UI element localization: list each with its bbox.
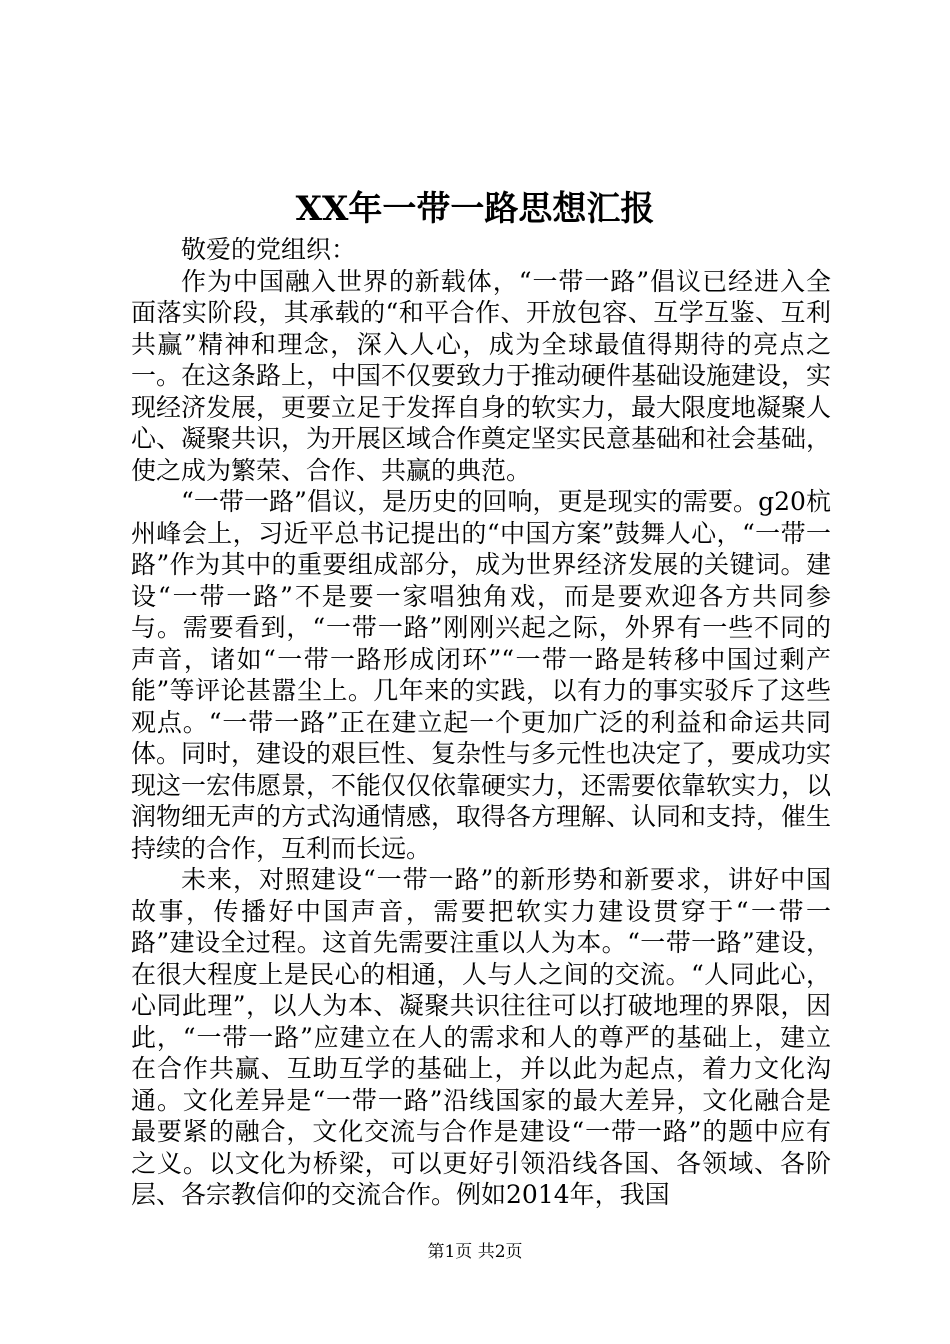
page-footer: 第1页 共2页	[427, 1242, 523, 1262]
paragraph-2: “一带一路”倡议，是历史的回响，更是现实的需要。g20杭州峰会上，习近平总书记提出的“中国方案”鼓舞人心，“一带一路”作为其中的重要组成部分，成为世界经济发展的关键词。建设“一带一路”不是要一家唱独角戏，而是要欢迎各方共同参与。需要看到，“一带一路”刚刚兴起之际，外界有一些不同的声音，诸如“一带一路形成闭环”“一带一路是转移中国过剩产能”等评论甚嚣尘上。几年来的实践，以有力的事实驳斥了这些观点。“一带一路”正在建立起一个更加广泛的利益和命运共同体。同时，建设的艰巨性、复杂性与多元性也决定了，要成功实现这一宏伟愿景，不能仅仅依靠硬实力，还需要依靠软实力，以润物细无声的方式沟通情感，取得各方理解、认同和支持，催生持续的合作，互利而长远。	[131, 487, 832, 863]
paragraph-3: 未来，对照建设“一带一路”的新形势和新要求，讲好中国故事，传播好中国声音，需要把软实力建设贯穿于“一带一路”建设全过程。这首先需要注重以人为本。“一带一路”建设，在很大程度上是民心的相通，人与人之间的交流。“人同此心，心同此理”，以人为本、凝聚共识往往可以打破地理的界限，因此，“一带一路”应建立在人的需求和人的尊严的基础上，建立在合作共赢、互助互学的基础上，并以此为起点，着力文化沟通。文化差异是“一带一路”沿线国家的最大差异，文化融合是最要紧的融合，文化交流与合作是建设“一带一路”的题中应有之义。以文化为桥梁，可以更好引领沿线各国、各领域、各阶层、各宗教信仰的交流合作。例如2014年，我国	[131, 865, 831, 1209]
document-body	[131, 234, 831, 1211]
paragraph-1: 作为中国融入世界的新载体，“一带一路”倡议已经进入全面落实阶段，其承载的“和平合作、开放包容、互学互鉴、互利共赢”精神和理念，深入人心，成为全球最值得期待的亮点之一。在这条路上，中国不仅要致力于推动硬件基础设施建设，实现经济发展，更要立足于发挥自身的软实力，最大限度地凝聚人心、凝聚共识，为开展区域合作奠定坚实民意基础和社会基础，使之成为繁荣、合作、共赢的典范。	[131, 266, 832, 485]
salutation: 敬爱的党组织：	[181, 235, 357, 264]
document-title: XX年一带一路思想汇报	[295, 189, 655, 229]
